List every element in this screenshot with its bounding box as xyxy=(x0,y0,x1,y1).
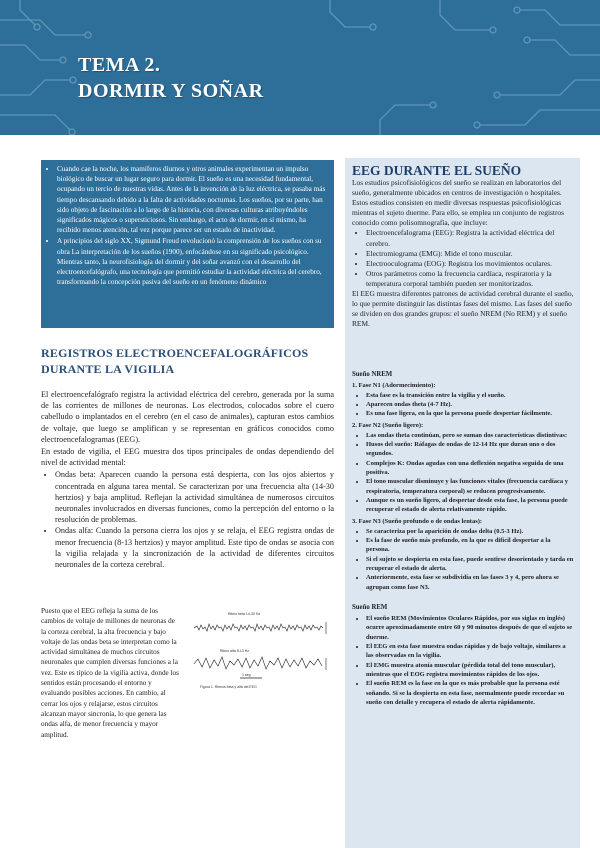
figure-caption: Figura 1. Ritmos beta y alfa del EEG xyxy=(200,685,257,689)
registros-list xyxy=(41,469,334,570)
phase-item: • Complejos K: Ondas agudas con una deflexión negativa seguida de una positiva. xyxy=(366,459,574,478)
intro-item: • Cuando cae la noche, los mamíferos diurnos y otros animales experimentan un impulso biológico de buscar un lugar seguro para dormir. El sueño es una necesidad fundamental, ocupando un tercio de nuestras vidas. Antes de la invención de la luz eléctrica, se pasaba más tiempo descansando debido a la falta de actividades nocturnas. Los sueños, por su parte, han sido objeto de fascinación a lo largo de la historia, con diversas culturas atribuyéndoles significados mágicos o supersticiosos. Sin embargo, el acto de dormir, en sí mismo, ha recibido menos atención, tal vez porque parece ser un estado de inactividad. xyxy=(57,164,326,235)
sleep-phases xyxy=(352,370,574,710)
phase-list xyxy=(352,391,574,419)
registros-paragraph: En estado de vigilia, el EEG muestra dos tipos principales de ondas dependiendo del nivel de actividad mental: xyxy=(41,447,334,468)
figure-label-beta: Ritmo beta 14-30 Hz xyxy=(228,612,261,616)
title-line-2: DORMIR Y SOÑAR xyxy=(78,80,264,102)
page-title xyxy=(78,52,264,104)
registros-heading xyxy=(41,345,336,377)
rem-item: • El sueño REM es la fase en la que es más probable que la persona esté soñando. Si se la despierta en esta fase, normalmente puede recordar su sueño con detalle y recupera el estado de alerta rápidamente. xyxy=(366,679,574,707)
eeg-body xyxy=(352,178,574,329)
intro-box xyxy=(41,160,334,328)
phase-item: • Anteriormente, esta fase se subdividía en las fases 3 y 4, pero ahora se agrupan como fase N3. xyxy=(366,573,574,592)
registros-body xyxy=(41,389,334,570)
rem-item: • El EMG muestra atonía muscular (pérdida total del tono muscular), mientras que el EOG registra movimientos rápidos de los ojos. xyxy=(366,661,574,680)
phase-item: • Husos del sueño: Ráfagas de ondas de 12-14 Hz que duran uno o dos segundos. xyxy=(366,440,574,459)
eeg-list-item: • Otros parámetros como la frecuencia cardíaca, respiratoria y la temperatura corporal también pueden ser monitorizados. xyxy=(366,269,574,289)
registros-list-item: • Ondas alfa: Cuando la persona cierra los ojos y se relaja, el EEG registra ondas de menor frecuencia (8-13 hertzios) y mayor amplitud. Este tipo de ondas se asocia con la vigilia relajada y la sincronización de la actividad de diferentes circuitos neuronales de la corteza cerebral. xyxy=(55,525,334,570)
eeg-heading: EEG DURANTE EL SUEÑO xyxy=(352,163,522,178)
phase-item: • Esta fase es la transición entre la vigilia y el sueño. xyxy=(366,391,574,400)
rem-item: • El EEG en esta fase muestra ondas rápidas y de bajo voltaje, similares a las observadas en la vigilia. xyxy=(366,642,574,661)
phase-item: • El tono muscular disminuye y las funciones vitales (frecuencia cardíaca y respiratoria, temperatura corporal) se reducen progresivamente. xyxy=(366,477,574,496)
phase-item: • Es la fase de sueño más profundo, en la que es difícil despertar a la persona. xyxy=(366,536,574,555)
nrem-heading: Sueño NREM xyxy=(352,371,393,378)
eeg-list-item: • Electromiograma (EMG): Mide el tono muscular. xyxy=(366,249,574,259)
registros-list-item: • Ondas beta: Aparecen cuando la persona está despierta, con los ojos abiertos y concentrada en alguna tarea mental. Se caracterizan por una frecuencia alta (14-30 hertzios) y baja amplitud. Reflejan la actividad simultánea de numerosos circuitos neuronales involucrados en diversas funciones, como la percepción del entorno o la resolución de problemas. xyxy=(55,469,334,525)
eeg-paragraph: Los estudios psicofisiológicos del sueño se realizan en laboratorios del sueño, generalmente ubicados en centros de investigación o hospitales. Estos estudios consisten en medir diversas respuestas psicofisiológicas mientras el sujeto duerme. Para ello, se emplea un conjunto de registros conocido como polisomnografía, que incluye: xyxy=(352,178,565,228)
header-banner xyxy=(0,0,600,135)
rem-item: • El sueño REM (Movimientos Oculares Rápidos, por sus siglas en inglés) ocurre aproximadamente entre 60 y 90 minutos después de que el sujeto se duerme. xyxy=(366,614,574,642)
registros-heading-line-2: DURANTE LA VIGILIA xyxy=(41,362,175,376)
registros-side-text: Puesto que el EEG refleja la suma de los cambios de voltaje de millones de neuronas de la corteza cerebral, la alta frecuencia y bajo voltaje de las ondas beta se interpretan como la actividad simultánea de muchos circuitos neuronales que cumplen diversas funciones a la vez. Este es típico de la vigilia activa, donde los sentidos están procesando el entorno y evaluando posibles acciones. En cambio, al cerrar los ojos y relajarse, estos circuitos alcanzan mayor sincronía, lo que genera las ondas alfa, de menor frecuencia y mayor amplitud. xyxy=(41,607,179,739)
section-gap xyxy=(352,595,574,603)
rem-heading: Sueño REM xyxy=(352,603,388,611)
phase-item: • Si el sujeto se despierta en esta fase, puede sentirse desorientado y tarda en recuperar el estado de alerta. xyxy=(366,555,574,574)
registros-heading-line-1: REGISTROS ELECTROENCEFALOGRÁFICOS xyxy=(41,346,309,360)
phase-list xyxy=(352,431,574,515)
phase-item: • Aparecen ondas theta (4-7 Hz). xyxy=(366,400,574,409)
title-line-1: TEMA 2. xyxy=(78,54,161,76)
phase-item: • Se caracteriza por la aparición de ondas delta (0.5-3 Hz). xyxy=(366,527,574,536)
phase-item: • Las ondas theta continúan, pero se suman dos características distintivas: xyxy=(366,431,574,440)
intro-item: • A principios del siglo XX, Sigmund Freud revolucionó la comprensión de los sueños con su obra La interpretación de los sueños (1900), enfocándose en su significado psicológico. Mientras tanto, la neurofisiología del dormir y del soñar avanzó con el desarrollo del electroencefalógrafo, una tecnología que permitió estudiar la actividad eléctrica del cerebro, transformando la concepción pasiva del sueño en un fenómeno dinámico xyxy=(57,236,326,287)
eeg-list xyxy=(352,228,574,289)
phase-list xyxy=(352,527,574,592)
figure-label-alfa: Ritmo alfa 8-13 Hz xyxy=(220,649,249,653)
registros-paragraph: El electroencefalógrafo registra la actividad eléctrica del cerebro, generada por la suma de las corrientes de millones de neuronas. Los electrodos, colocados sobre el cuero cabelludo o implantados en el cerebro (en el caso de animales), capturan estos cambios de voltaje, que luego se amplifican y se representan en gráficos conocidos como electroencefalogramas (EEG). xyxy=(41,390,334,444)
eeg-list-item: • Electrooculograma (EOG): Registra los movimientos oculares. xyxy=(366,259,574,269)
phase-title: 2. Fase N2 (Sueño ligero): xyxy=(352,422,424,430)
phase-title: 3. Fase N3 (Sueño profundo o de ondas lentas): xyxy=(352,518,483,526)
eeg-list-item: • Electroencefalograma (EEG): Registra la actividad eléctrica del cerebro. xyxy=(366,228,574,248)
intro-list xyxy=(47,164,326,287)
phase-item: • Es una fase ligera, en la que la persona puede despertar fácilmente. xyxy=(366,409,574,418)
rem-list xyxy=(352,614,574,707)
phase-item: • Aunque es un sueño ligero, al despertar desde esta fase, la persona puede recuperar el estado de alerta relativamente rápido. xyxy=(366,496,574,515)
figure-scale-label: 1 seg xyxy=(242,673,251,677)
phase-title: 1. Fase N1 (Adormecimiento): xyxy=(352,382,436,390)
eeg-figure xyxy=(190,606,330,694)
eeg-paragraph: El EEG muestra diferentes patrones de actividad cerebral durante el sueño, lo que permite distinguir las distintas fases del mismo. Las fases del sueño se dividen en dos grandes grupos: el sueño NREM (No REM) y el sueño REM. xyxy=(352,289,574,329)
